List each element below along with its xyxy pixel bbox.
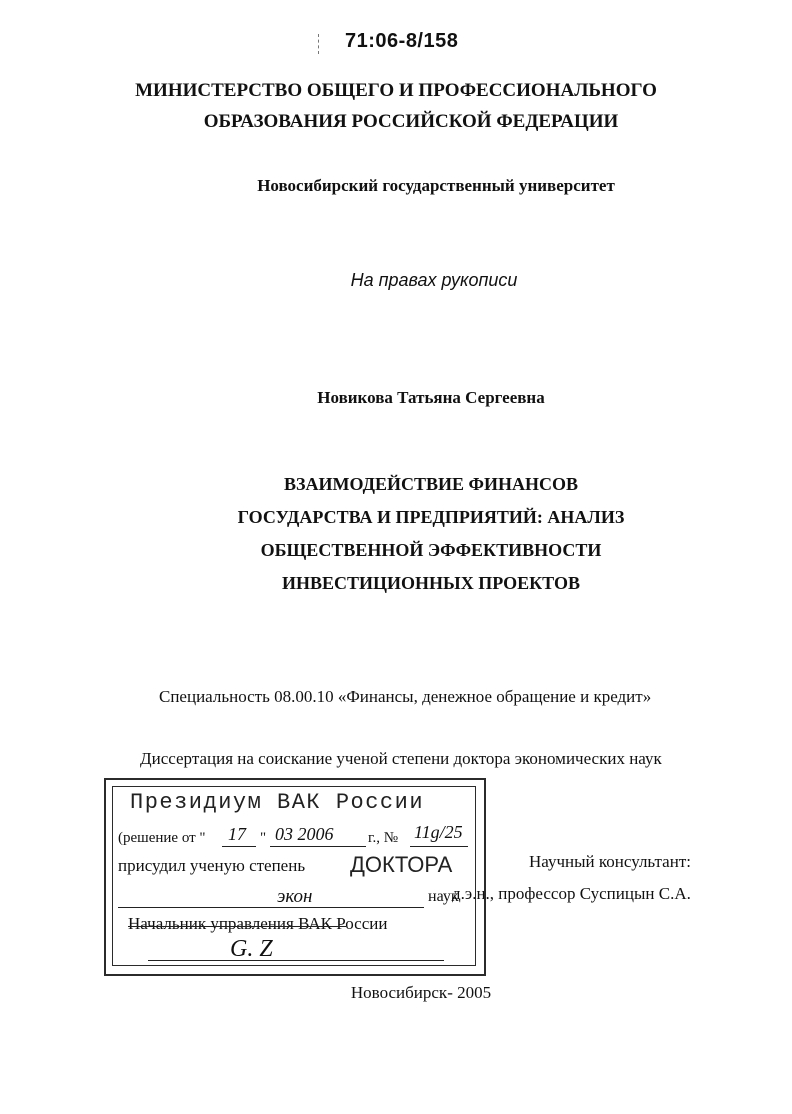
stamp-degree: ДОКТОРА — [350, 852, 453, 877]
stamp-signature: G. Z — [230, 936, 273, 962]
stamp-decision-prefix: (решение от " — [118, 830, 206, 846]
stamp-decision-number: 11g/25 — [414, 822, 463, 842]
stamp-strikethrough — [128, 926, 346, 927]
title-line-4: ИНВЕСТИЦИОННЫХ ПРОЕКТОВ — [282, 573, 580, 593]
stamp-signature-line — [148, 960, 444, 961]
stamp-head: Начальник управления ВАК России — [128, 914, 388, 933]
university-name: Новосибирский государственный университет — [257, 176, 615, 195]
stamp-title: Президиум ВАК России — [130, 790, 425, 815]
stamp-number-underline — [410, 846, 468, 847]
title-line-2: ГОСУДАРСТВА И ПРЕДПРИЯТИЙ: АНАЛИЗ — [237, 507, 625, 527]
dissertation-degree: Диссертация на соискание ученой степени доктора экономических наук — [140, 749, 662, 768]
title-line-3: ОБЩЕСТВЕННОЙ ЭФФЕКТИВНОСТИ — [260, 540, 602, 560]
stamp-awarded: присудил ученую степень — [118, 856, 306, 875]
consultant-label: Научный консультант: — [529, 852, 691, 871]
stamp-sciences: наук — [428, 888, 459, 905]
margin-mark — [318, 34, 319, 54]
ministry-line-2: ОБРАЗОВАНИЯ РОССИЙСКОЙ ФЕДЕРАЦИИ — [203, 111, 619, 132]
stamp-field: экон — [277, 886, 313, 907]
catalog-code: 71:06-8/158 — [345, 30, 459, 52]
stamp-date-underline — [270, 846, 366, 847]
consultant-name: д.э.н., профессор Суспицын С.А. — [452, 884, 691, 903]
stamp-day-underline — [222, 846, 256, 847]
ministry-line-1: МИНИСТЕРСТВО ОБЩЕГО И ПРОФЕССИОНАЛЬНОГО — [135, 80, 657, 101]
author-name: Новикова Татьяна Сергеевна — [317, 388, 545, 407]
rights-note: На правах рукописи — [350, 270, 518, 290]
stamp-decision-day: 17 — [228, 824, 246, 844]
specialty: Специальность 08.00.10 «Финансы, денежное обращение и кредит» — [159, 687, 652, 706]
stamp-field-underline — [118, 907, 424, 908]
stamp-decision-date: 03 2006 — [275, 824, 334, 844]
stamp-year-suffix: г., № — [368, 830, 399, 846]
title-line-1: ВЗАИМОДЕЙСТВИЕ ФИНАНСОВ — [284, 474, 578, 494]
city-year: Новосибирск- 2005 — [350, 983, 492, 1002]
stamp-decision-quote: " — [260, 830, 267, 846]
